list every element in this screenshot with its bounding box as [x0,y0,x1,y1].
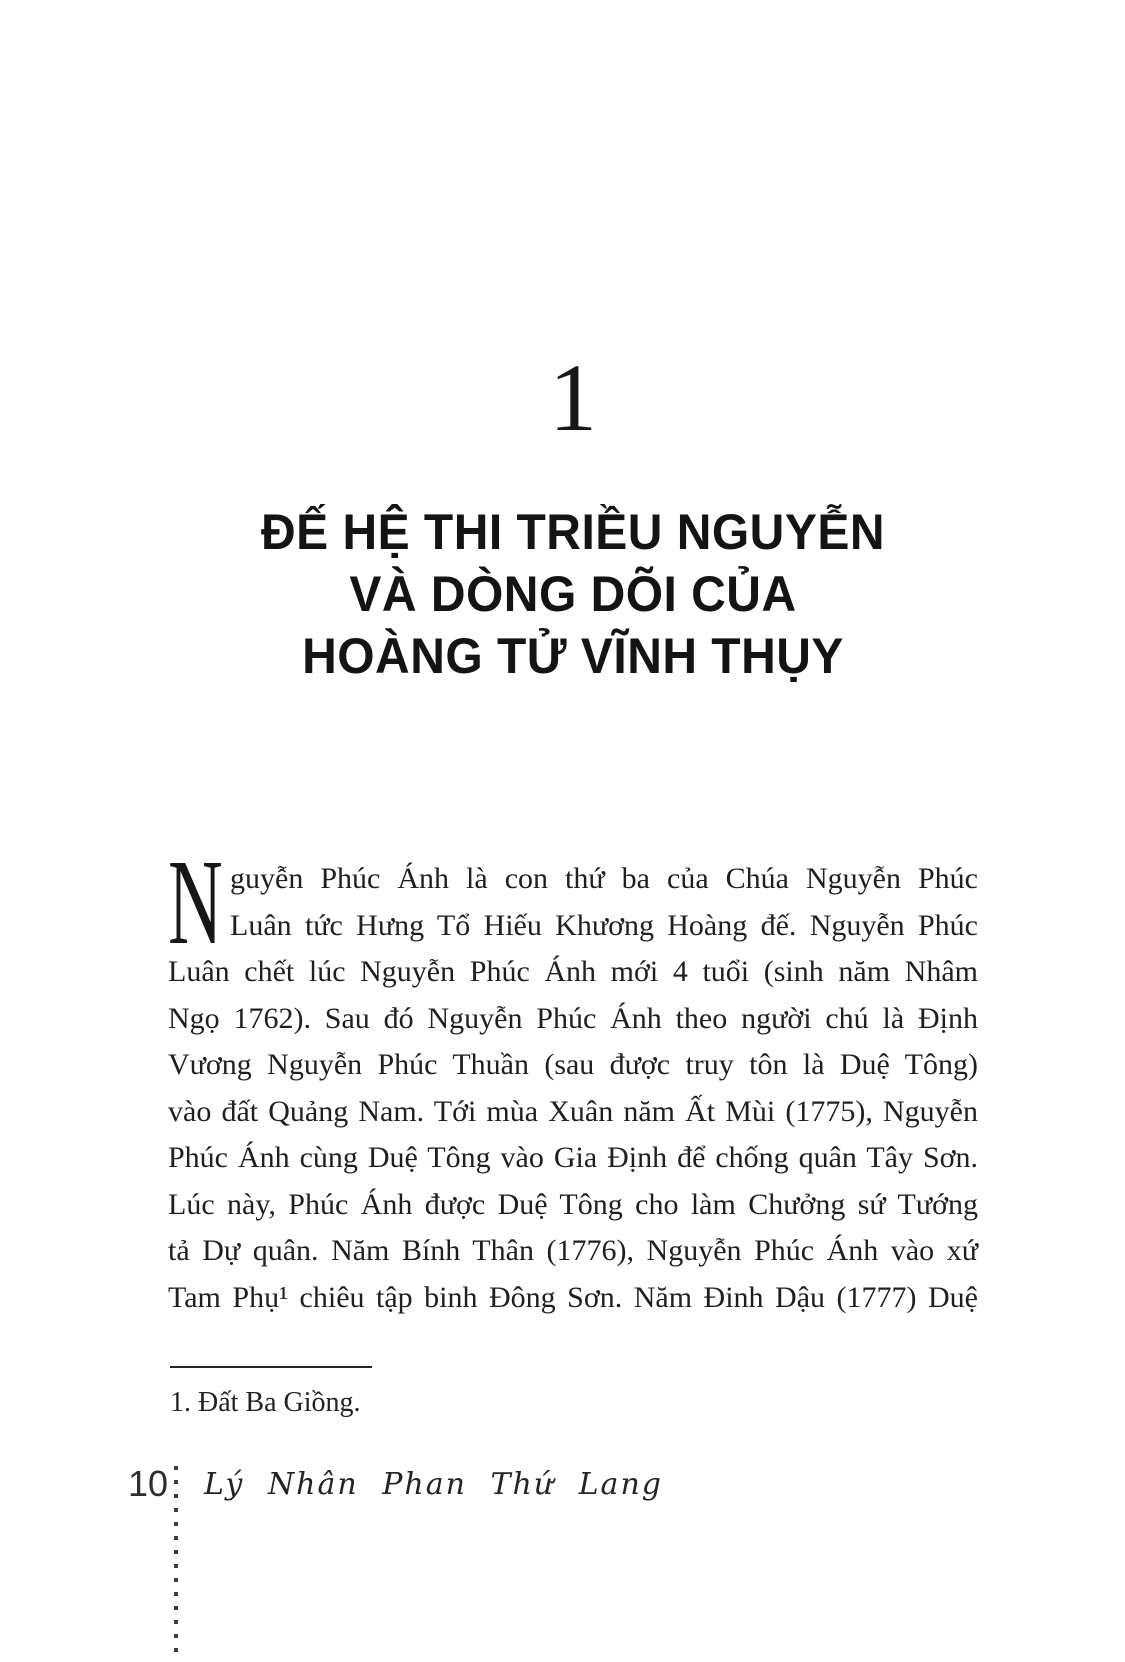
body-line: Tam Phụ¹ chiêu tập binh Đông Sơn. Năm Đinh Dậu (1777) Duệ [168,1280,978,1314]
body-line: vào đất Quảng Nam. Tới mùa Xuân năm Ất Mùi (1775), Nguyễn [168,1094,978,1128]
body-line: Luân chết lúc Nguyễn Phúc Ánh mới 4 tuổi (sinh năm Nhâm [168,955,978,988]
running-title: Lý Nhân Phan Thứ Lang [204,1467,663,1502]
body-line: Lúc này, Phúc Ánh được Duệ Tông cho làm Chưởng sứ Tướng [168,1187,978,1221]
body-line: Phúc Ánh cùng Duệ Tông vào Gia Định để chống quân Tây Sơn. [168,1141,978,1174]
body-paragraph [168,835,978,1321]
body-line: Ngọ 1762). Sau đó Nguyễn Phúc Ánh theo người chú là Định [168,1001,978,1035]
chapter-title [127,501,1020,687]
drop-cap: N [168,835,223,970]
body-line: Vương Nguyễn Phúc Thuần (sau được truy tôn là Duệ Tông) [168,1048,978,1081]
chapter-title-line-1: ĐẾ HỆ THI TRIỀU NGUYỄN [261,504,885,560]
page-number: 10 [128,1463,169,1504]
footnote-text: 1. Đất Ba Giồng. [170,1387,361,1418]
page-footer [0,1458,1125,1662]
chapter-number: 1 [549,344,597,451]
footnote-separator [170,1366,372,1368]
footer-dotted-divider [174,1466,178,1662]
body-line: guyễn Phúc Ánh là con thứ ba của Chúa Nguyễn Phúc [230,862,978,895]
chapter-title-line-2: VÀ DÒNG DÕI CỦA [349,566,797,622]
body-line: Luân tức Hưng Tổ Hiếu Khương Hoàng đế. Nguyễn Phúc [230,908,978,942]
body-line: tả Dự quân. Năm Bính Thân (1776), Nguyễn Phúc Ánh vào xứ [168,1234,978,1267]
chapter-title-line-3: HOÀNG TỬ VĨNH THỤY [302,628,844,684]
